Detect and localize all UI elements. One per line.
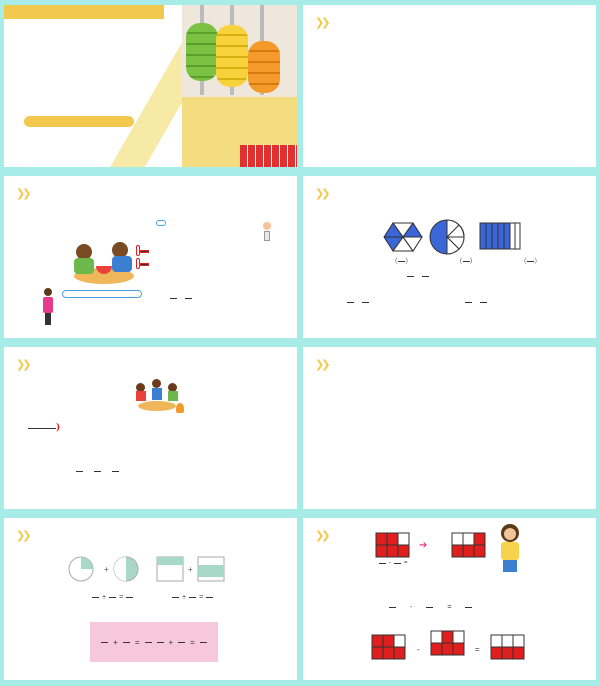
slide-header [315, 358, 333, 371]
rect-sixths-pair [156, 556, 226, 582]
teacher-figure-icon [42, 288, 54, 328]
circle-figure [429, 219, 465, 255]
chevron-icon: ❯❯ [16, 359, 29, 371]
line-3-6 [347, 302, 369, 303]
grid-5-6 [375, 532, 411, 558]
svg-text:=: = [475, 645, 480, 654]
chevron-icon: ❯❯ [315, 17, 328, 29]
fraction-1-8 [140, 263, 149, 266]
fraction-2-8 [140, 250, 149, 253]
story-text [136, 244, 256, 270]
eq-bottom: - = [389, 604, 472, 611]
expression [170, 298, 192, 299]
svg-text:+: + [104, 565, 109, 574]
grid-minus-2 [451, 532, 487, 558]
pie-eighths-pair [68, 556, 148, 582]
arrow-icon: ➔ [419, 540, 428, 551]
bead-orange [248, 41, 280, 93]
line-4-8 [407, 276, 429, 277]
slide-header [315, 529, 327, 542]
answer-5-7 [527, 261, 534, 262]
boy-figure-icon [262, 222, 272, 242]
slide-header [16, 358, 34, 371]
abacus-photo [182, 5, 297, 167]
slide-intro[interactable] [4, 176, 297, 338]
rectangle-figure [479, 222, 521, 250]
eq-top: - = [379, 560, 408, 566]
number-grid [240, 145, 297, 167]
slide-method[interactable] [303, 347, 596, 509]
slide-explore-2[interactable] [4, 347, 297, 509]
children-illustration [134, 379, 180, 413]
bead-yellow [216, 25, 248, 87]
slide-goals[interactable] [303, 5, 596, 167]
speaker-icon[interactable] [176, 403, 184, 413]
yellow-corner-band [4, 5, 164, 19]
slide-header [16, 529, 34, 542]
slide-explore-1[interactable] [303, 176, 596, 338]
answer-row: （ ） （ ） （ ） [391, 258, 541, 265]
answer-4-8 [463, 261, 470, 262]
teacher-bubble [62, 290, 142, 298]
equation-2: + = [172, 594, 213, 601]
equation-1: + = [92, 594, 133, 601]
answer-3-6 [398, 261, 405, 262]
practice-box: + = + = [90, 622, 218, 662]
hexagon-figure [383, 222, 423, 252]
bead-green [186, 23, 218, 81]
sum-sentence: ) [28, 423, 60, 433]
line-5-7 [465, 302, 487, 303]
chevron-icon: ❯❯ [315, 530, 328, 542]
question-bubble [156, 220, 166, 226]
svg-text:+: + [188, 565, 193, 574]
fraction-2-8 [170, 298, 177, 299]
chevron-icon: ❯❯ [315, 188, 328, 200]
equation-row [72, 467, 232, 489]
slide-header [16, 187, 34, 200]
slide-title[interactable] [4, 5, 297, 167]
slide-subtraction[interactable] [303, 518, 596, 680]
slide-header [315, 16, 333, 29]
girl-illustration [493, 524, 527, 574]
pie-row-top [72, 441, 232, 463]
pie-row-bottom [122, 467, 232, 489]
grids-bottom [371, 630, 541, 664]
chevron-icon: ❯❯ [16, 188, 29, 200]
chevron-icon: ❯❯ [16, 530, 29, 542]
presenter-bar [24, 116, 134, 127]
children-eating-illustration [68, 236, 140, 288]
chevron-icon: ❯❯ [315, 359, 328, 371]
slide-explore-3[interactable] [4, 518, 297, 680]
svg-text:-: - [417, 645, 420, 654]
slide-header [315, 187, 333, 200]
fraction-1-8 [185, 298, 192, 299]
